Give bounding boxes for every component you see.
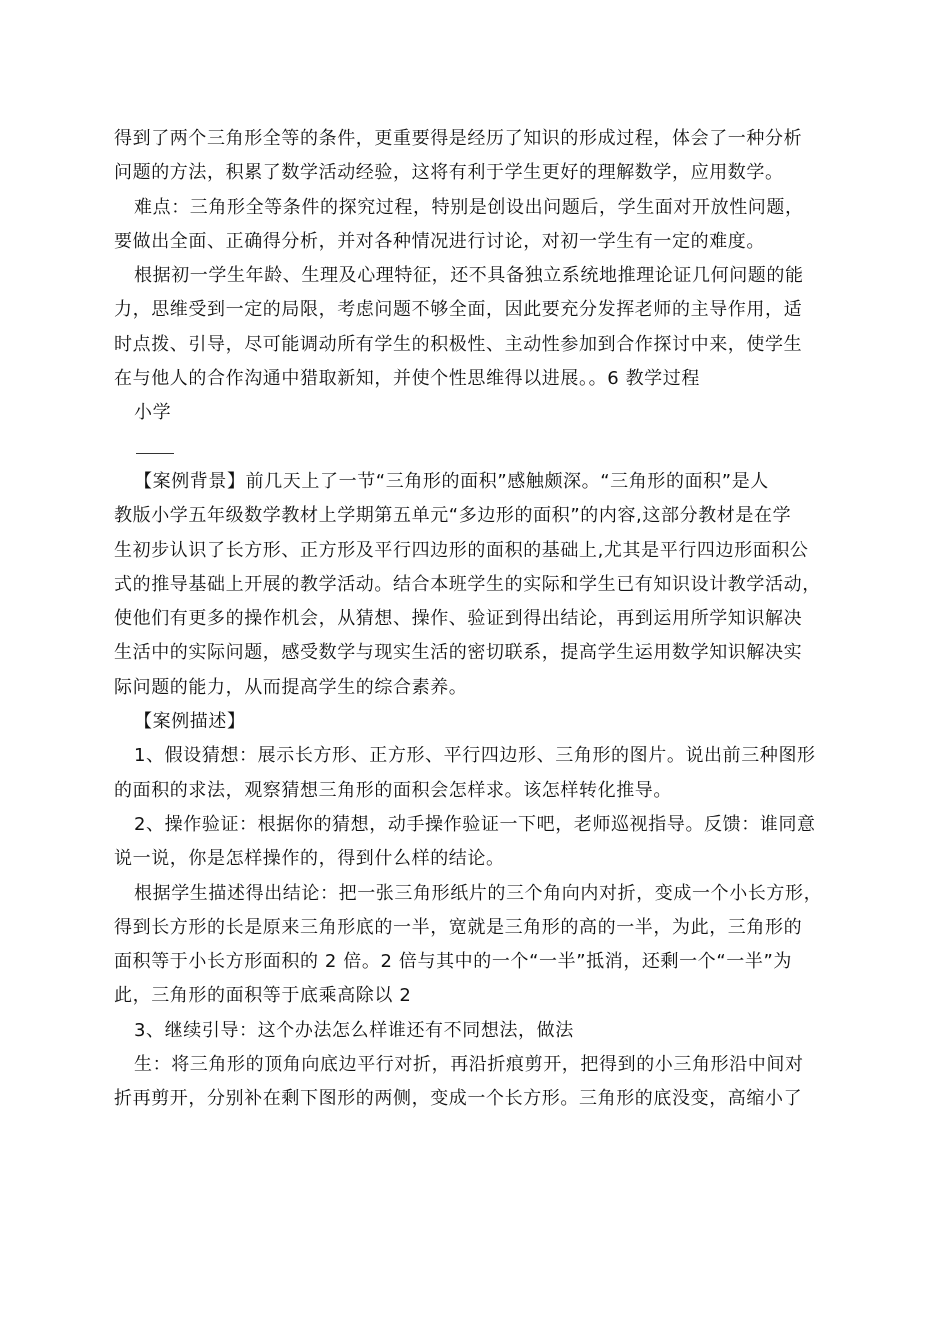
text-line: 此，三角形的面积等于底乘高除以 2 (114, 985, 412, 1007)
section-label: 小学 (134, 402, 172, 424)
text-line: 折再剪开，分别补在剩下图形的两侧，变成一个长方形。三角形的底没变，高缩小了 (114, 1088, 803, 1110)
paragraph-difficulty: 难点：三角形全等条件的探究过程，特别是创设出问题后，学生面对开放性问题， (134, 196, 804, 218)
case-background-heading: 【案例背景】前几天上了一节“三角形的面积”感触颇深。“三角形的面积”是人 (134, 470, 769, 492)
document-body (114, 122, 836, 1117)
text-line: 得到长方形的长是原来三角形底的一半，宽就是三角形的高的一半，为此，三角形的 (114, 916, 803, 938)
text-line: 时点拨、引导，尽可能调动所有学生的积极性、主动性参加到合作探讨中来，使学生 (114, 333, 803, 355)
text-line: 要做出全面、正确得分析，并对各种情况进行讨论，对初一学生有一定的难度。 (114, 230, 765, 252)
text-line: 使他们有更多的操作机会，从猜想、操作、验证到得出结论，再到运用所学知识解决 (114, 608, 803, 630)
case-description-heading: 【案例描述】 (134, 711, 246, 733)
text-line: 式的推导基础上开展的教学活动。结合本班学生的实际和学生已有知识设计教学活动， (114, 573, 821, 595)
text-line: 说一说，你是怎样操作的，得到什么样的结论。 (114, 848, 505, 870)
text-line: 生初步认识了长方形、正方形及平行四边形的面积的基础上,尤其是平行四边形面积公 (114, 539, 809, 561)
step-1: 1、假设猜想：展示长方形、正方形、平行四边形、三角形的图片。说出前三种图形 (134, 745, 816, 767)
text-line: 得到了两个三角形全等的条件，更重要得是经历了知识的形成过程，体会了一种分析 (114, 128, 803, 149)
paragraph-student-answer: 生：将三角形的顶角向底边平行对折，再沿折痕剪开，把得到的小三角形沿中间对 (134, 1054, 804, 1076)
separator-line (114, 431, 836, 465)
paragraph-conclusion: 根据学生描述得出结论：把一张三角形纸片的三个角向内对折，变成一个小长方形， (134, 882, 823, 904)
text-line: 问题的方法，积累了数学活动经验，这将有利于学生更好的理解数学，应用数学。 (114, 162, 784, 184)
step-3: 3、继续引导：这个办法怎么样谁还有不同想法，做法 (134, 1019, 574, 1041)
step-2: 2、操作验证：根据你的猜想，动手操作验证一下吧，老师巡视指导。反馈：谁同意 (134, 813, 816, 835)
paragraph-student-analysis: 根据初一学生年龄、生理及心理特征，还不具备独立系统地推理论证几何问题的能 (134, 265, 804, 287)
text-line: 生活中的实际问题，感受数学与现实生活的密切联系，提高学生运用数学知识解决实 (114, 642, 803, 664)
text-line: 际问题的能力，从而提高学生的综合素养。 (114, 676, 468, 698)
text-line: 面积等于小长方形面积的 2 倍。2 倍与其中的一个“一半”抵消，还剩一个“一半”为 (114, 951, 792, 973)
text-line: 力，思维受到一定的局限，考虑问题不够全面，因此要充分发挥老师的主导作用，适 (114, 299, 803, 321)
text-line: 教版小学五年级数学教材上学期第五单元“多边形的面积”的内容,这部分教材是在学 (114, 505, 792, 527)
text-line: 在与他人的合作沟通中猎取新知，并使个性思维得以进展。。6 教学过程 (114, 368, 700, 390)
text-line: 的面积的求法，观察猜想三角形的面积会怎样求。该怎样转化推导。 (114, 779, 672, 801)
